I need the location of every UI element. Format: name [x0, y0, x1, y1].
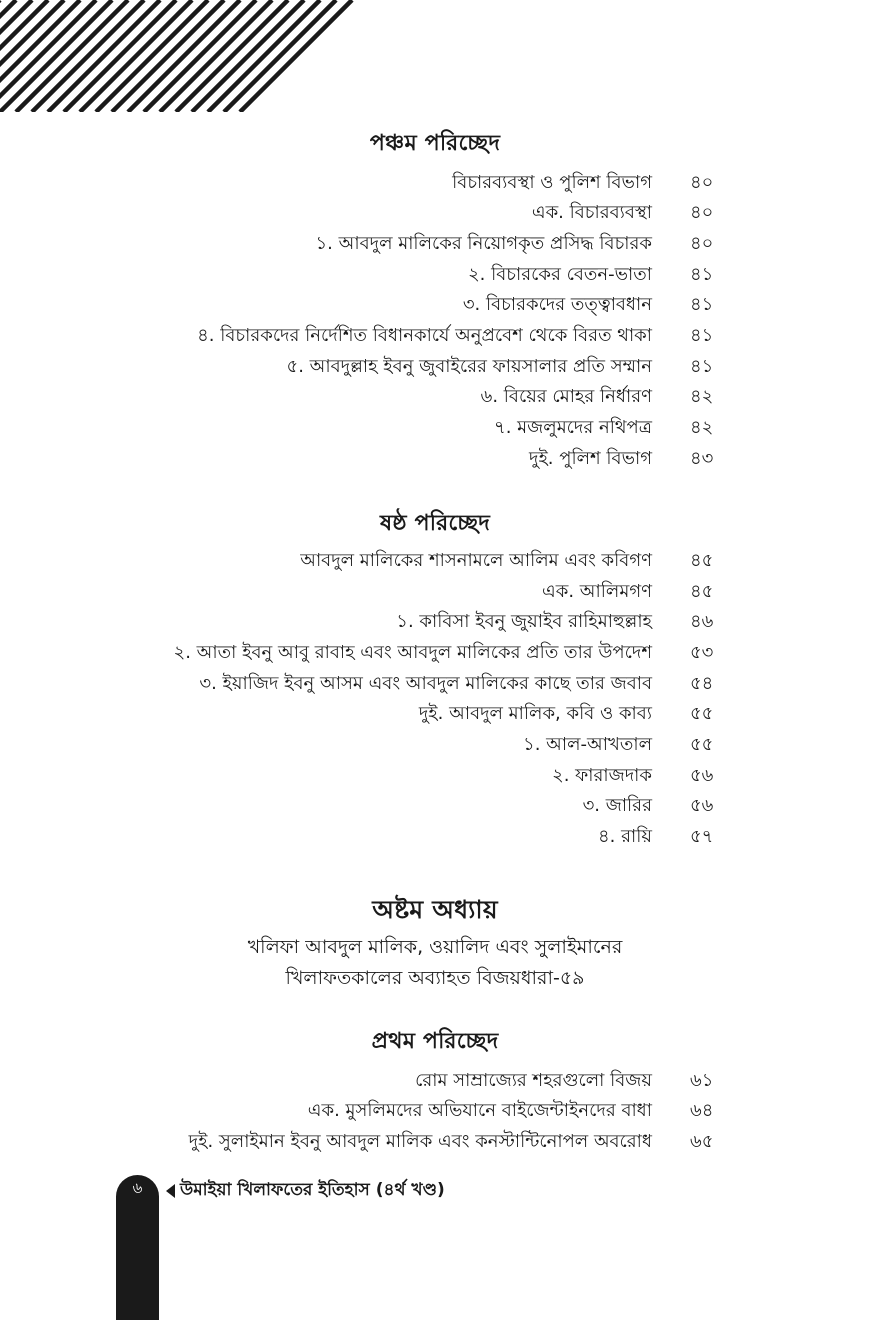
toc-entry-title: দুই. পুলিশ বিভাগ: [528, 448, 652, 469]
toc-entry-title: ২. ফারাজদাক: [551, 765, 652, 786]
section-heading-first: প্রথম পরিচ্ছেদ: [371, 1029, 499, 1054]
toc-entry-title: এক. মুসলিমদের অভিযানে বাইজেন্টাইনদের বাধা: [307, 1100, 652, 1121]
toc-entry[interactable]: [0, 413, 870, 443]
toc-entry-title: ২. আতা ইবনু আবু রাবাহ এবং আবদুল মালিকের প্রতি তার উপদেশ: [173, 642, 652, 663]
toc-entry-page: ৫৫: [690, 703, 714, 724]
toc-entry[interactable]: [0, 260, 870, 290]
chapter-subtitle-line-1: খলিফা আবদুল মালিক, ওয়ালিদ এবং সুলাইমানের: [247, 936, 623, 958]
toc-entry-title: ৩. বিচারকদের তত্ত্বাবধান: [462, 294, 652, 315]
toc-entry[interactable]: [0, 669, 870, 699]
toc-entry-title: দুই. আবদুল মালিক, কবি ও কাব্য: [418, 703, 652, 724]
toc-entry[interactable]: [0, 382, 870, 412]
toc-entry-page: ৪২: [690, 386, 714, 407]
toc-entry[interactable]: [0, 699, 870, 729]
toc-entry-title: ৩. জারির: [582, 795, 652, 816]
toc-entry-page: ৪৩: [690, 448, 714, 469]
toc-entry[interactable]: [0, 791, 870, 821]
page-number: ৬: [132, 1179, 143, 1197]
toc-entry[interactable]: [0, 444, 870, 474]
toc-entry[interactable]: [0, 1066, 870, 1096]
toc-entry-page: ৪২: [690, 417, 714, 438]
toc-entry[interactable]: [0, 321, 870, 351]
toc-entry-page: ৫৩: [690, 642, 714, 663]
toc-entry-title: ৩. ইয়াজিদ ইবনু আসম এবং আবদুল মালিকের কাছে তার জবাব: [199, 673, 652, 694]
toc-entry-title: এক. বিচারব্যবস্থা: [531, 202, 652, 223]
toc-entry-title: ৬. বিয়ের মোহর নির্ধারণ: [480, 386, 652, 407]
toc-entry-page: ৪০: [690, 202, 714, 223]
toc-entry-page: ৫৬: [690, 765, 714, 786]
toc-entry-title: ১. আল-আখতাল: [523, 734, 652, 755]
toc-entry-page: ৬৪: [690, 1100, 714, 1121]
toc-entry[interactable]: [0, 352, 870, 382]
section-heading-fifth: পঞ্চম পরিচ্ছেদ: [369, 131, 501, 156]
toc-entry[interactable]: [0, 577, 870, 607]
toc-entry[interactable]: [0, 607, 870, 637]
chapter-subtitle-line-2: খিলাফতকালের অব্যাহত বিজয়ধারা-৫৯: [285, 967, 585, 989]
chapter-heading: অষ্টম অধ্যায়: [372, 895, 498, 924]
toc-entry[interactable]: [0, 229, 870, 259]
toc-entry-title: রোম সাম্রাজ্যের শহরগুলো বিজয়: [415, 1070, 652, 1091]
toc-entry-title: ৫. আবদুল্লাহ ইবনু জুবাইরের ফায়সালার প্রতি সম্মান: [286, 356, 652, 377]
toc-entry-title: আবদুল মালিকের শাসনামলে আলিম এবং কবিগণ: [300, 550, 652, 571]
toc-entry[interactable]: [0, 638, 870, 668]
toc-entry[interactable]: [0, 730, 870, 760]
toc-entry-page: ৬১: [690, 1070, 714, 1091]
toc-entry[interactable]: [0, 761, 870, 791]
toc-entry[interactable]: [0, 822, 870, 852]
toc-entry-title: ১. কাবিসা ইবনু জুয়াইব রাহিমাহুল্লাহ: [396, 611, 652, 632]
toc-entry[interactable]: [0, 198, 870, 228]
toc-entry-page: ৫৪: [690, 673, 714, 694]
toc-entry-page: ৬৫: [690, 1131, 714, 1152]
toc-entry-title: ৪. রায়ি: [598, 826, 652, 847]
toc-entry[interactable]: [0, 1127, 870, 1157]
toc-entry[interactable]: [0, 290, 870, 320]
toc-entry-page: ৪৫: [690, 550, 714, 571]
toc-entry-page: ৪৫: [690, 581, 714, 602]
toc-entry-title: ৭. মজলুমদের নথিপত্র: [494, 417, 652, 438]
toc-entry-title: দুই. সুলাইমান ইবনু আবদুল মালিক এবং কনস্টান্টিনোপল অবরোধ: [188, 1131, 652, 1152]
toc-entry[interactable]: [0, 168, 870, 198]
running-book-title: উমাইয়া খিলাফতের ইতিহাস (৪র্থ খণ্ড): [180, 1180, 445, 1200]
toc-entry[interactable]: [0, 546, 870, 576]
toc-entry-title: এক. আলিমগণ: [542, 581, 652, 602]
toc-entry-title: ১. আবদুল মালিকের নিয়োগকৃত প্রসিদ্ধ বিচারক: [315, 233, 652, 254]
toc-entry[interactable]: [0, 1096, 870, 1126]
toc-entry-page: ৪১: [690, 294, 714, 315]
toc-entry-page: ৪৬: [690, 611, 714, 632]
toc-entry-page: ৪০: [690, 233, 714, 254]
toc-entry-title: বিচারব্যবস্থা ও পুলিশ বিভাগ: [452, 172, 652, 193]
toc-entry-page: ৪১: [690, 325, 714, 346]
toc-entry-title: ২. বিচারকের বেতন-ভাতা: [467, 264, 652, 285]
section-heading-sixth: ষষ্ঠ পরিচ্ছেদ: [379, 511, 491, 536]
toc-entry-page: ৫৭: [690, 826, 714, 847]
toc-entry-page: ৪১: [690, 264, 714, 285]
corner-stripes-decoration: [0, 0, 360, 112]
toc-entry-page: ৪১: [690, 356, 714, 377]
toc-entry-title: ৪. বিচারকদের নির্দেশিত বিধানকার্যে অনুপ্রবেশ থেকে বিরত থাকা: [197, 325, 652, 346]
arrow-left-icon: [166, 1184, 175, 1198]
toc-entry-page: ৫৫: [690, 734, 714, 755]
toc-entry-page: ৫৬: [690, 795, 714, 816]
toc-entry-page: ৪০: [690, 172, 714, 193]
